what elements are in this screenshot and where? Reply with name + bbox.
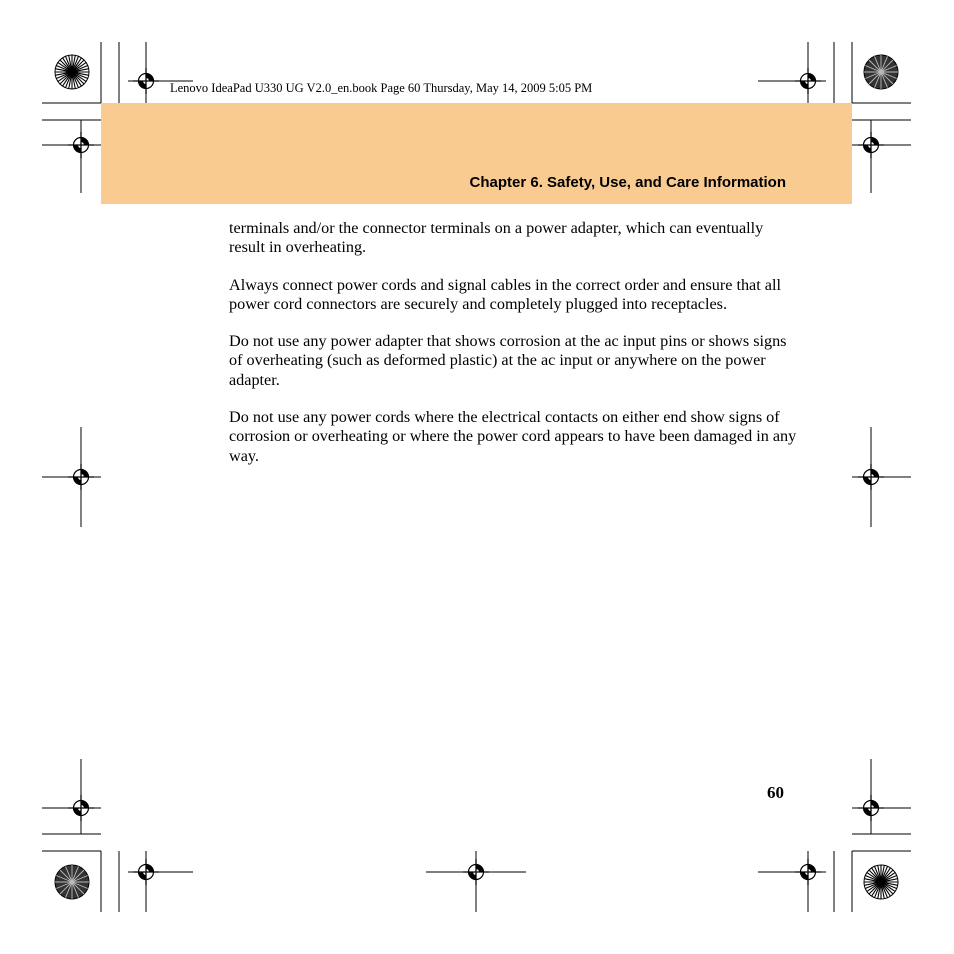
paragraph: Do not use any power cords where the electrical contacts on either end show signs of corrosion or overheating or where the power cord appears to have been damaged in any way. — [229, 408, 797, 465]
registration-target-icon — [795, 859, 821, 885]
page-number: 60 — [767, 783, 784, 802]
registration-target-icon — [68, 464, 94, 490]
paragraph: Do not use any power adapter that shows corrosion at the ac input pins or shows signs of overheating (such as deformed plastic) at the ac input or anywhere on the power adapter. — [229, 332, 787, 389]
registration-target-icon — [463, 859, 489, 885]
star-target-icon — [55, 55, 89, 89]
body-text — [229, 219, 799, 484]
registration-target-icon — [858, 464, 884, 490]
registration-target-icon — [133, 859, 159, 885]
paragraph: terminals and/or the connector terminals on a power adapter, which can eventually result in overheating. — [229, 219, 764, 257]
print-slug: Lenovo IdeaPad U330 UG V2.0_en.book Page 60 Thursday, May 14, 2009 5:05 PM — [170, 81, 593, 95]
star-target-icon — [55, 865, 89, 899]
paragraph: Always connect power cords and signal cables in the correct order and ensure that all power cord connectors are securely and completely plugged into receptacles. — [229, 275, 781, 313]
registration-target-icon — [68, 132, 94, 158]
registration-target-icon — [858, 795, 884, 821]
star-target-icon — [864, 55, 898, 89]
star-target-icon — [864, 865, 898, 899]
chapter-header-band — [101, 103, 852, 204]
registration-target-icon — [68, 795, 94, 821]
chapter-title: Chapter 6. Safety, Use, and Care Information — [469, 174, 786, 191]
registration-target-icon — [858, 132, 884, 158]
registration-target-icon — [133, 68, 159, 94]
registration-target-icon — [795, 68, 821, 94]
